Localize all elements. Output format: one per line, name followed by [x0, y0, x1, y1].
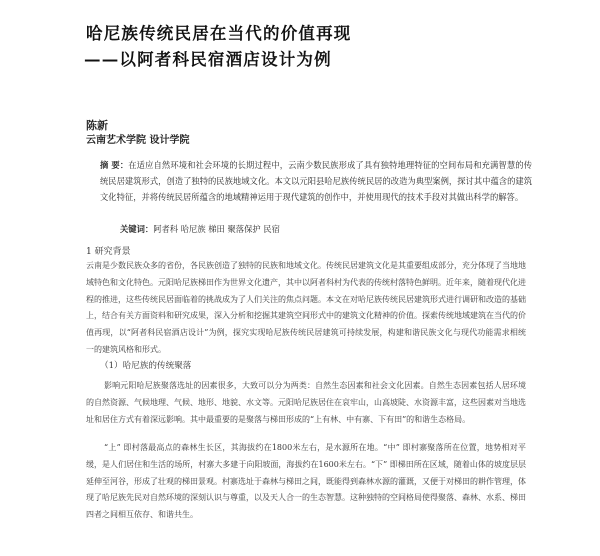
author-affiliation: 云南艺术学院 设计学院: [86, 135, 190, 146]
author-name: 陈新: [86, 119, 108, 132]
abstract: [100, 157, 532, 205]
section-paragraph-1: 云南是少数民族众多的省份，各民族创造了独特的民族和地域文化。传统民居建筑文化是其重要组成部分，充分体现了当地地域特色和文化特色。元阳哈尼族梯田作为世界文化遗产，其中以阿者科村为代表的传统村落特色鲜明。近年来，随着现代化进程的推进，这些传统民居面临着的挑战成为了人们关注的焦点问题。本文在对哈尼族传统民居建筑形式进行调研和改造的基础上，结合有关方面资料和研究成果，深入分析和挖掘其建筑空间形式中的建筑文化精神的价值。探索传统地域建筑在当代的价值再现，以“阿者科民宿酒店设计”为例，探究实现哈尼族传统民居建筑可持续发展，构建和谐民族文化与现代功能需求相统一的建筑风格和形式。: [86, 261, 526, 354]
paper-subtitle: ——以阿者科民宿酒店设计为例: [84, 50, 332, 69]
keywords-label: 关键词：: [120, 224, 154, 234]
keywords-text: 阿者科 哈尼族 梯田 聚落保护 民宿: [153, 224, 280, 234]
paper-title: 哈尼族传统民居在当代的价值再现: [86, 24, 352, 43]
abstract-label: 摘 要：: [100, 160, 129, 170]
subsection-paragraph-2: “上” 即村落最高点的森林生长区，其海拔约在1800米左右，是水源所在地。“中” 即村寨聚落所在位置，地势相对平缓，是人们居住和生活的场所，村寨大多建于向阳坡面，海拔约在1600米左右。“下” 即梯田所在区域，随着山体的坡度层层延伸至河谷，形成了壮观的梯田景观。村寨选址于森林与梯田之间，既能得到森林水源的灌溉，又便于对梯田的耕作管理，体现了哈尼族先民对自然环境的深刻认识与尊重，以及天人合一的生态智慧。这种独特的空间格局使得聚落、森林、水系、梯田四者之间相互依存、和谐共生。: [86, 443, 526, 520]
keywords: [120, 223, 520, 235]
abstract-text: 在适应自然环境和社会环境的长期过程中，云南少数民族形成了具有独特地理特征的空间布局和充满智慧的传统民居建筑形式，创造了独特的民族地域文化。本文以元阳县哈尼族传统民居的改造为典型案例，探讨其中蕴含的建筑文化特征，并将传统民居所蕴含的地域精神运用于现代建筑的创作中，并使用现代的技术手段对其做出科学的解答。: [100, 160, 532, 202]
subsection-paragraph-1: 影响元阳哈尼族聚落选址的因素很多，大致可以分为两类：自然生态因素和社会文化因素。自然生态因素包括人居环境的自然资源、气候地理、气候、地形、地貌、水文等。元阳哈尼族居住在哀牢山，山高坡陡、水资源丰富，这些因素对当地选址和居住方式有着深远影响。其中最重要的是聚落与梯田形成的“上有林、中有寨、下有田”的和谐生态格局。: [86, 381, 526, 424]
section-heading-1: 1 研究背景: [86, 247, 131, 257]
subsection-heading: （1）哈尼族的传统聚落: [100, 361, 192, 371]
